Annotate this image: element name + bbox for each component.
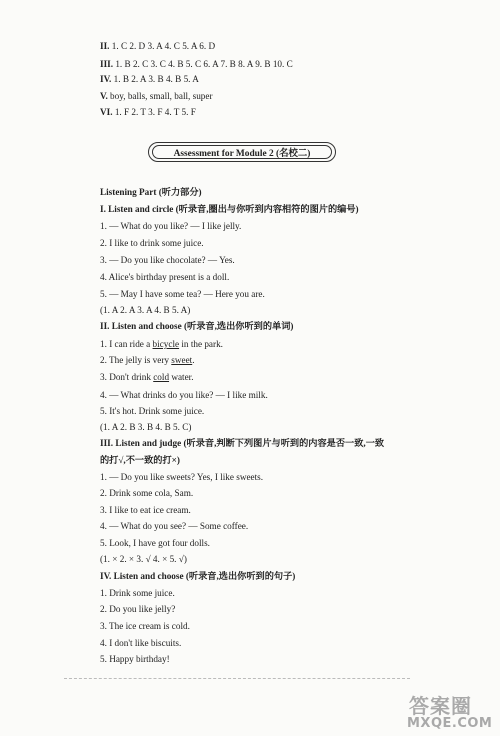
underlined-word: bicycle xyxy=(152,339,180,349)
script-line: 5. It's hot. Drink some juice. xyxy=(100,406,205,416)
script-line xyxy=(100,354,195,366)
script-line: 4. I don't like biscuits. xyxy=(100,638,182,648)
script-text: in the park. xyxy=(179,339,223,349)
script-line: 1. Drink some juice. xyxy=(100,588,175,598)
answer-line-label: IV. xyxy=(100,74,112,84)
answer-line-text: boy, balls, small, ball, super xyxy=(107,91,213,101)
script-line: 2. Do you like jelly? xyxy=(100,604,176,614)
module-banner xyxy=(148,142,336,162)
script-line: 5. Look, I have got four dolls. xyxy=(100,538,210,548)
section-heading: II. Listen and choose (听录音,选出你听到的单词) xyxy=(100,321,294,331)
section-heading: I. Listen and circle (听录音,圈出与你听到内容相符的图片的编号) xyxy=(100,204,359,214)
script-text: water. xyxy=(169,372,194,382)
answer-line-label: V. xyxy=(100,91,108,101)
script-line: 4. Alice's birthday present is a doll. xyxy=(100,272,230,282)
answer-line-text: 1. B 2. C 3. C 4. B 5. C 6. A 7. B 8. A 9. B 10. C xyxy=(113,59,293,69)
script-line: (1. A 2. A 3. A 4. B 5. A) xyxy=(100,305,191,315)
answer-line xyxy=(100,40,215,52)
module-banner-title: Assessment for Module 2 (名校二) xyxy=(152,145,332,159)
script-line: 4. — What do you see? — Some coffee. xyxy=(100,521,249,531)
section-heading: IV. Listen and choose (听录音,选出你听到的句子) xyxy=(100,571,296,581)
answer-line-label: VI. xyxy=(100,107,113,117)
answer-line-text: 1. B 2. A 3. B 4. B 5. A xyxy=(111,74,199,84)
script-line: 5. — May I have some tea? — Here you are. xyxy=(100,289,265,299)
watermark-top-text: 答案圈 xyxy=(409,694,472,718)
script-line: 3. — Do you like chocolate? — Yes. xyxy=(100,255,235,265)
answer-line-label: III. xyxy=(100,59,114,69)
script-line: 3. The ice cream is cold. xyxy=(100,621,190,631)
script-line: 2. Drink some cola, Sam. xyxy=(100,488,194,498)
answer-line xyxy=(100,73,199,85)
answer-line xyxy=(100,90,213,102)
script-line xyxy=(100,338,223,350)
watermark-bottom-text: MXQE.COM xyxy=(407,716,493,731)
answer-line xyxy=(100,58,293,70)
script-line: (1. × 2. × 3. √ 4. × 5. √) xyxy=(100,554,187,564)
answer-line-text: 1. F 2. T 3. F 4. T 5. F xyxy=(112,107,196,117)
underlined-word: cold xyxy=(153,372,170,382)
underlined-word: sweet xyxy=(171,355,193,365)
script-line xyxy=(100,371,194,383)
script-line: (1. A 2. B 3. B 4. B 5. C) xyxy=(100,422,192,432)
script-line: 3. I like to eat ice cream. xyxy=(100,505,191,515)
script-line: 4. — What drinks do you like? — I like milk. xyxy=(100,390,268,400)
footer-divider xyxy=(64,678,410,679)
script-text: . xyxy=(192,355,195,365)
section-heading-continued: 的打√,不一致的打×) xyxy=(100,455,180,465)
answer-line-label: II. xyxy=(100,41,110,51)
answer-line-text: 1. C 2. D 3. A 4. C 5. A 6. D xyxy=(109,41,216,51)
script-line: 5. Happy birthday! xyxy=(100,654,170,664)
script-line: 2. I like to drink some juice. xyxy=(100,238,204,248)
script-text: 1. I can ride a xyxy=(100,339,153,349)
script-line: 1. — Do you like sweets? Yes, I like sweets. xyxy=(100,472,264,482)
listening-part-heading: Listening Part (听力部分) xyxy=(100,187,202,197)
script-text: 2. The jelly is very xyxy=(100,355,172,365)
script-text: 3. Don't drink xyxy=(100,372,154,382)
script-line: 1. — What do you like? — I like jelly. xyxy=(100,221,242,231)
answer-line xyxy=(100,106,196,118)
watermark-logo xyxy=(403,690,497,734)
section-heading: III. Listen and judge (听录音,判断下列图片与听到的内容是否一致,一致 xyxy=(100,438,385,448)
